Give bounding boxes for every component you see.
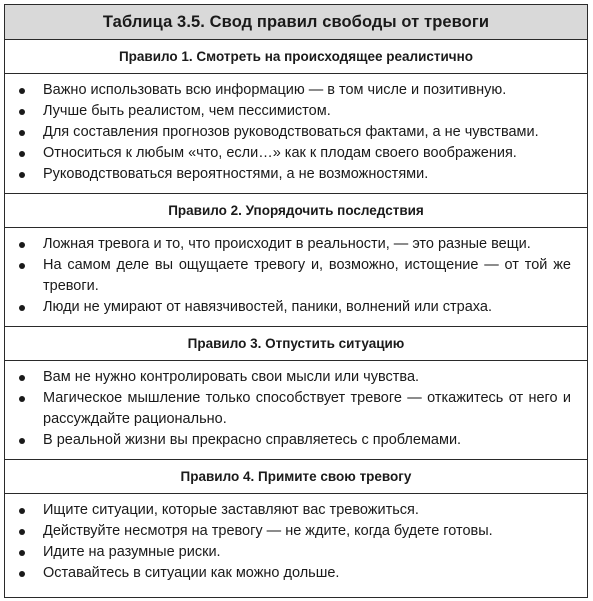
- bullet-icon: [19, 172, 25, 178]
- bullet-icon: [19, 571, 25, 577]
- bullet-icon: [19, 109, 25, 115]
- bullet-icon: [19, 396, 25, 402]
- bullet-icon: [19, 263, 25, 269]
- list-item: [17, 388, 571, 430]
- rule-1-heading: Правило 1. Смотреть на происходящее реалистично: [5, 40, 587, 74]
- rule-1-body: [5, 74, 587, 194]
- list-item: [17, 500, 571, 521]
- bullet-icon: [19, 438, 25, 444]
- rule-3-body: [5, 361, 587, 460]
- rule-3-list: [17, 367, 571, 451]
- bullet-icon: [19, 305, 25, 311]
- list-item-text: Люди не умирают от навязчивостей, паники, волнений или страха.: [43, 299, 492, 315]
- list-item: [17, 542, 571, 563]
- list-item-text: Действуйте несмотря на тревогу — не ждите, когда будете готовы.: [43, 523, 493, 539]
- list-item: [17, 563, 571, 584]
- list-item-text: Лучше быть реалистом, чем пессимистом.: [43, 103, 331, 119]
- rule-2-list: [17, 234, 571, 318]
- list-item: [17, 164, 571, 185]
- list-item-text: Магическое мышление только способствует тревоге — откажитесь от него и рассуждайте рационально.: [43, 390, 571, 427]
- rule-2-body: [5, 228, 587, 327]
- list-item-text: Ищите ситуации, которые заставляют вас тревожиться.: [43, 502, 419, 518]
- table-title: Таблица 3.5. Свод правил свободы от тревоги: [5, 5, 587, 40]
- list-item-text: Вам не нужно контролировать свои мысли или чувства.: [43, 369, 420, 385]
- rule-2-heading: Правило 2. Упорядочить последствия: [5, 194, 587, 228]
- rule-4-body: [5, 494, 587, 592]
- list-item: [17, 367, 571, 388]
- list-item-text: Оставайтесь в ситуации как можно дольше.: [43, 565, 340, 581]
- list-item-text: Относиться к любым «что, если…» как к плодам своего воображения.: [43, 145, 517, 161]
- list-item-text: Руководствоваться вероятностями, а не возможностями.: [43, 166, 429, 182]
- list-item: [17, 297, 571, 318]
- bullet-icon: [19, 375, 25, 381]
- bullet-icon: [19, 130, 25, 136]
- list-item: [17, 234, 571, 255]
- list-item: [17, 122, 571, 143]
- rule-4-list: [17, 500, 571, 584]
- list-item: [17, 101, 571, 122]
- bullet-icon: [19, 151, 25, 157]
- list-item-text: Идите на разумные риски.: [43, 544, 221, 560]
- bullet-icon: [19, 508, 25, 514]
- bullet-icon: [19, 550, 25, 556]
- list-item: [17, 521, 571, 542]
- list-item-text: Важно использовать всю информацию — в том числе и позитивную.: [43, 82, 507, 98]
- list-item: [17, 80, 571, 101]
- bullet-icon: [19, 88, 25, 94]
- list-item: [17, 430, 571, 451]
- list-item-text: В реальной жизни вы прекрасно справляетесь с проблемами.: [43, 432, 462, 448]
- list-item: [17, 143, 571, 164]
- bullet-icon: [19, 242, 25, 248]
- bullet-icon: [19, 529, 25, 535]
- list-item-text: Ложная тревога и то, что происходит в реальности, — это разные вещи.: [43, 236, 531, 252]
- list-item-text: Для составления прогнозов руководствоваться фактами, а не чувствами.: [43, 124, 539, 140]
- rule-3-heading: Правило 3. Отпустить ситуацию: [5, 327, 587, 361]
- list-item: [17, 255, 571, 297]
- rule-4-heading: Правило 4. Примите свою тревогу: [5, 460, 587, 494]
- rule-1-list: [17, 80, 571, 185]
- rules-summary-table: [4, 4, 588, 598]
- list-item-text: На самом деле вы ощущаете тревогу и, возможно, истощение — от той же тревоги.: [43, 257, 571, 294]
